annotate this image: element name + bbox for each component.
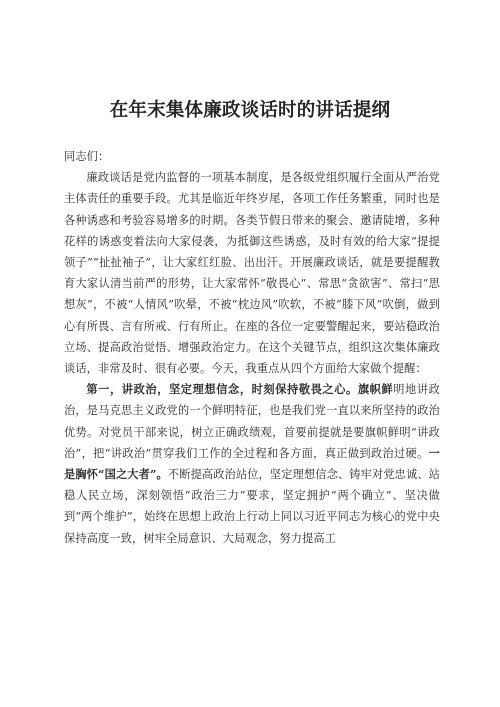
paragraph-intro: 廉政谈话是党内监督的一项基本制度，是各级党组织履行全面从严治党主体责任的重要手段。尤其是临近年终岁尾，各项工作任务繁重，同时也是各种诱惑和考验容易增多的时期。各类节假日带来的聚会、邀请陡增，多种花样的诱惑变着法向大家侵袭，为抵御这些诱惑，及时有效的给大家“提提领子”“扯扯袖子”，让大家红红脸、出出汗。开展廉政谈话，就是要提醒教育大家认清当前严的形势，让大家常怀“敬畏心”、常思“贪欲害”、常扫“思想灰”，不被“人情风”吹晕，不被“枕边风”吹软，不被“膝下风”吹倒，做到心有所畏、言有所戒、行有所止。在座的各位一定要警醒起来，要站稳政治立场、提高政治觉悟、增强政治定力。在这个关键节点，组织这次集体廉政谈话，非常及时、很有必要。今天，我重点从四个方面给大家做个提醒： [64, 171, 440, 376]
document-body [64, 146, 440, 549]
section-1-point-1: 一是胸怀“国之大者”。 [64, 445, 440, 482]
section-1-text-b: 不断提高政治站位，坚定理想信念、铸牢对党忠诚、站稳人民立场，深刻领悟“政治三力”要求，坚定拥护“两个确立”、坚决做到“两个维护”，始终在思想上政治上行动上同以习近平同志为核心的党中央保持高度一致，树牢全局意识、大局观念，努力提高工 [64, 468, 441, 545]
document-title: 在年末集体廉政谈话时的讲话提纲 [109, 100, 391, 121]
salutation: 同志们： [64, 150, 110, 163]
section-1-heading: 第一，讲政治，坚定理想信念，时刻保持敬畏之心。 [86, 382, 358, 397]
section-1-text-a: 明地讲政治，是马克思主义政党的一个鲜明特征，也是我们党一直以来所坚持的政治优势。对党员干部来说，树立正确政绩观，首要前提就是要旗帜鲜明“讲政治”，把“讲政治”贯穿我们工作的全过程和各方面，真正做到政治过硬。 [64, 383, 440, 460]
paragraph-section-1 [64, 379, 440, 549]
section-1-sub-lead: 旗帜鲜 [357, 382, 394, 397]
